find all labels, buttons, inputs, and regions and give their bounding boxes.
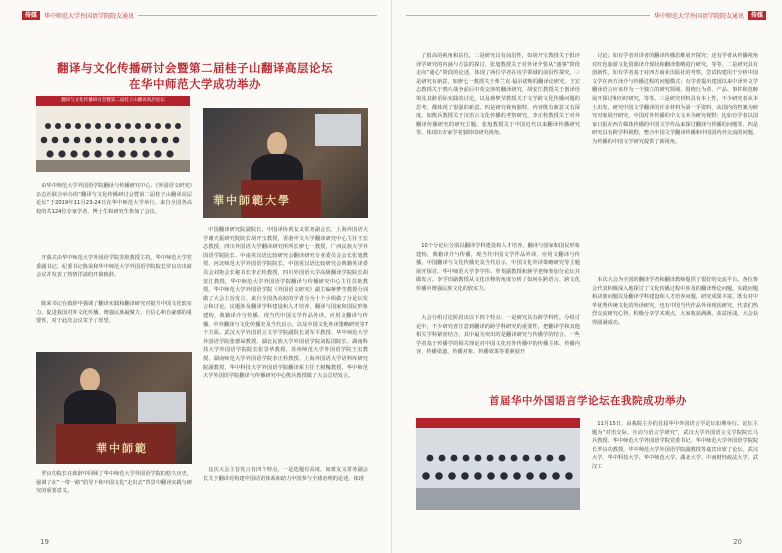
header-mark: 传媒 [22, 11, 40, 20]
group-photo-1 [36, 96, 190, 172]
calligraphy-sign: 華中師範大學 [213, 194, 291, 207]
header-text: 华中师范大学外国语学院院友通讯 [653, 12, 744, 20]
header-mark: 传媒 [748, 11, 766, 20]
group-photo-figures [416, 418, 580, 510]
group-photo-2 [416, 418, 580, 510]
header-text: 华中师范大学外国语学院院友通讯 [44, 12, 135, 20]
left-col1-paragraph-1: 由华中师范大学外国语学院翻译与传播研究中心、《外国语文研究》杂志社联合举办的“翻译与文化传播研讨会暨第二届桂子山翻译高层论坛”于2019年11月23-24日在华中师范大学举行。来自全国各高校的共124位专家学者、博士生和研究生参加了会议。 [36, 183, 192, 215]
left-col2-paragraph-1: 中国翻译研究院副院长、中国译协黄友义常务副会长，上海外国语大学谢天振研究院院长胡开宝教授，香港中文大学翻译研究中心主任王宏志教授，四川外国语大学翻译研究所所长廖七一教授，广西民族大学外国语学院院长、中南英汉语比较研究会翻译研究专业委员会会长张旭教授，河北师范大学外国语学院院长，中国英汉语比较研究会典籍英译委员会刘艳会长秘书长李正栓教授，四川外国语大学高级翻译学院院长胡安江教授，华中师范大学外国语学院翻译与传播研究中心主任苏艳教授，华中师范大学外国语学院《外国语文研究》副主编蒋梦莹教授分别做了大会主旨发言。来自全国各高校的学者分为十个小组做了分论坛发言和讨论。议题涉及翻译学科建设和人才培养，翻译与国家和国民形象建构，典籍译介与传播，现当代中国文学作品外译，应用文翻译与传播，中外翻译与文化传播史及当代启示，以及中国文化外译策略研究等7个方面。武汉大学外国语言文学学院副院长刘军平教授、华中师范大学外国语学院张德禄教授、湖北民族大学外国语学院刘振国院长、湖南科技大学外国语学院院长张景华教授、苏州师范大学外国语学院王宏教授、湖南师范大学外国语学院李正栓教授、上海外国语大学语料库研究院副教授，华中科技大学外国语学院翻译系主任王树槐教授，华中师范大学外国语学院翻译与传播研究中心熊兵教授做了大会总结发言。 [203, 227, 368, 380]
second-article-title: 首届华中外国语言学论坛在我院成功举办 [489, 395, 687, 407]
right-page [391, 0, 782, 553]
article-title-line-2: 在华中师范大学成功举办 [129, 77, 261, 91]
laptop [138, 392, 186, 422]
page-number-left: 19 [40, 538, 49, 546]
header-rule [406, 15, 650, 16]
left-photo-caption: 罗良功院长在致辞中回顾了华中师范大学外国语学院的悠久历史，强调了在“一带一路”倡导下和中国文化“走出去”背景中翻译实践与研究的重要意义。 [36, 471, 193, 495]
calligraphy-sign: 華中師範 [96, 442, 148, 455]
left-col1-paragraph-3: 陈荣书记在致辞中强调了翻译实践和翻译研究对提升中国文化软实力、促进我国对外文化传播、增强民族凝聚力、自信心和自豪感的重要性，对于此次会议寄予了厚望。 [36, 301, 192, 325]
article-title-line-1: 翻译与文化传播研讨会暨第二届桂子山翻译高层论坛 [57, 61, 333, 75]
speaker-photo-2 [36, 352, 192, 464]
right-col1-paragraph-1: 了很高的视角和站位。二是研究具有前沿性，如胡开宝教授关于批评译学研究的内涵与方法的探讨，张旭教授关于对外译介要从“通事”阶段走向“通心”阶段的论述，体现了两位学者在该学领域的前沿性探究。三是研究有新意，如廖七一教授关于弗兰克·福尔诺斯的翻译论研究，王宏志教授关于鸦片战争前后中英交涉的翻译研究，胡安江教授关于创译语境及其跨语际实践的讨论，以及蒋梦莹教授关于文学跨文化传播问题的思考，都体现了很强的新意。四是研究视角独特，内容既有新意又有深度。如熊兵教授关于汉语言文化传播的考察研究，李正栓教授关于对外翻译传播研究的研究主题。张旭教授关于中国近代以来翻译传播研究等，体现出专家学者独特的研究视角。 [416, 53, 580, 137]
right-col2-paragraph-2: 本次大会为全国的翻译学者和翻译教师提供了很好的交流平台。各位参会代表积极深入地探讨了文化传播过程中涉及的翻译理论问题、实践问题和决策问题以及翻译学科建设和人才培养问题，研究成果丰富，既有对中华优秀传统文化的外译研究，也有中国当代作品外译现状研究，代表们热烈交流研究心得，积极分享学术观点，大家收获满满，获益匪浅，大会获得圆满成功。 [592, 277, 758, 326]
speaker-head [267, 132, 287, 156]
speaker-photo-1 [203, 108, 368, 218]
projection-screen [315, 114, 361, 146]
right-col2-paragraph-3: 11月15日，由我院主办的首届华中外国语言学论坛如期举行。论坛主题为“对语交际、互动与语言学研究”，武汉大学外国语言文学院院长马兵教授、华中师范大学外国语学院党委书记、华中师范大学外国语学院院长罗良功教授，华中师范大学外国语学院副教授等嘉宾出席了论坛。武汉大学、华中科技大学、华中师范大学、湖北大学、中南财经政法大学、武汉工 [592, 421, 758, 470]
page-number-right: 20 [733, 538, 742, 546]
right-col1-paragraph-2: 10个分论坛分别以翻译学科建设和人才培养，翻译与国家和国民形象建构，典籍译介与传播，现当代中国文学作品外译，应用文翻译与传播，中国翻译与文化传播史及当代启示，中国文化外译策略研究等主题展开探讨。华中师范大学李学伟、罗斐副教授和蒋学老师参加分论坛并做发言。李学田副教授从文化诠释的角度分析了如何在跨语言、跨文化传播中增强民族文化的软实力。 [416, 243, 580, 292]
left-col1-paragraph-2: 开幕式由华中师范大学外国语学院苏艳教授主持，华中师范大学党委副书记、纪委书记陈荣和华中师范大学外国语学院院长罗良功出席会议并发表了热情洋溢的开幕致辞。 [36, 255, 192, 279]
left-col2-paragraph-2: 这次大会主旨发言有四个特点。一是选题有高度，如黄友义常务副会长关于翻译对构建中国话语体系和助力中国参与全球治理的论述，体现 [203, 467, 368, 482]
header-rule [138, 15, 377, 16]
right-running-header [406, 9, 766, 21]
right-col2-paragraph-1: 讨论；如有学者对译者的翻译传播思维展开探究；还有学者从传播视角对红色旅游文化资源译介现状和翻译策略进行研究。等等。二是研究具有创新性。如有学者基于对西方商业出版社的考察，尝试构建用于分析中国文学在西方译介与传播过程的问题模式；有学者提出建国以来中译外文学翻译语言应该作为一个独立的研究领域，围绕行为者、产品、事件和范畴展开探讨和历时研究，等等。三是研究材料具有本土性，不少研究者从本土出发，研究中国文学翻译的许多材料为第一手资料，从国内的档案为研究对象展开研究，中国对外传播的中文文本为研究视野；比如有学者以国家日报在西方媒体传播的中国文学作品来探讨翻译与传播的问题等。四是研究具有跨学科视野，整合中国文学翻译传播和中国国内外交流的问题，为传播的中国文学研究提供了新视角。 [592, 53, 758, 145]
article-title [20, 60, 370, 92]
speaker-head [80, 368, 100, 392]
right-col1-paragraph-3: 大会分组讨论阶段出以下四个特点：一是研究具有跨学科性。分组讨论中，不少研究者注意到翻译的跨学科研究的重要性，把翻译学和其他相关学科紧密结合，其中最为突出的是翻译研究与传播学的结合。一些学者基于传播学的相关理论对中国文化对外传播中的传播主体、传播内容、传播渠道、传播对象、传播效果等要素展开 [416, 315, 580, 356]
left-running-header [22, 9, 377, 21]
group-photo-figures [36, 96, 190, 172]
photo-banner: 翻译与文化传播研讨会暨第二届桂子山翻译高层论坛 [36, 96, 190, 106]
